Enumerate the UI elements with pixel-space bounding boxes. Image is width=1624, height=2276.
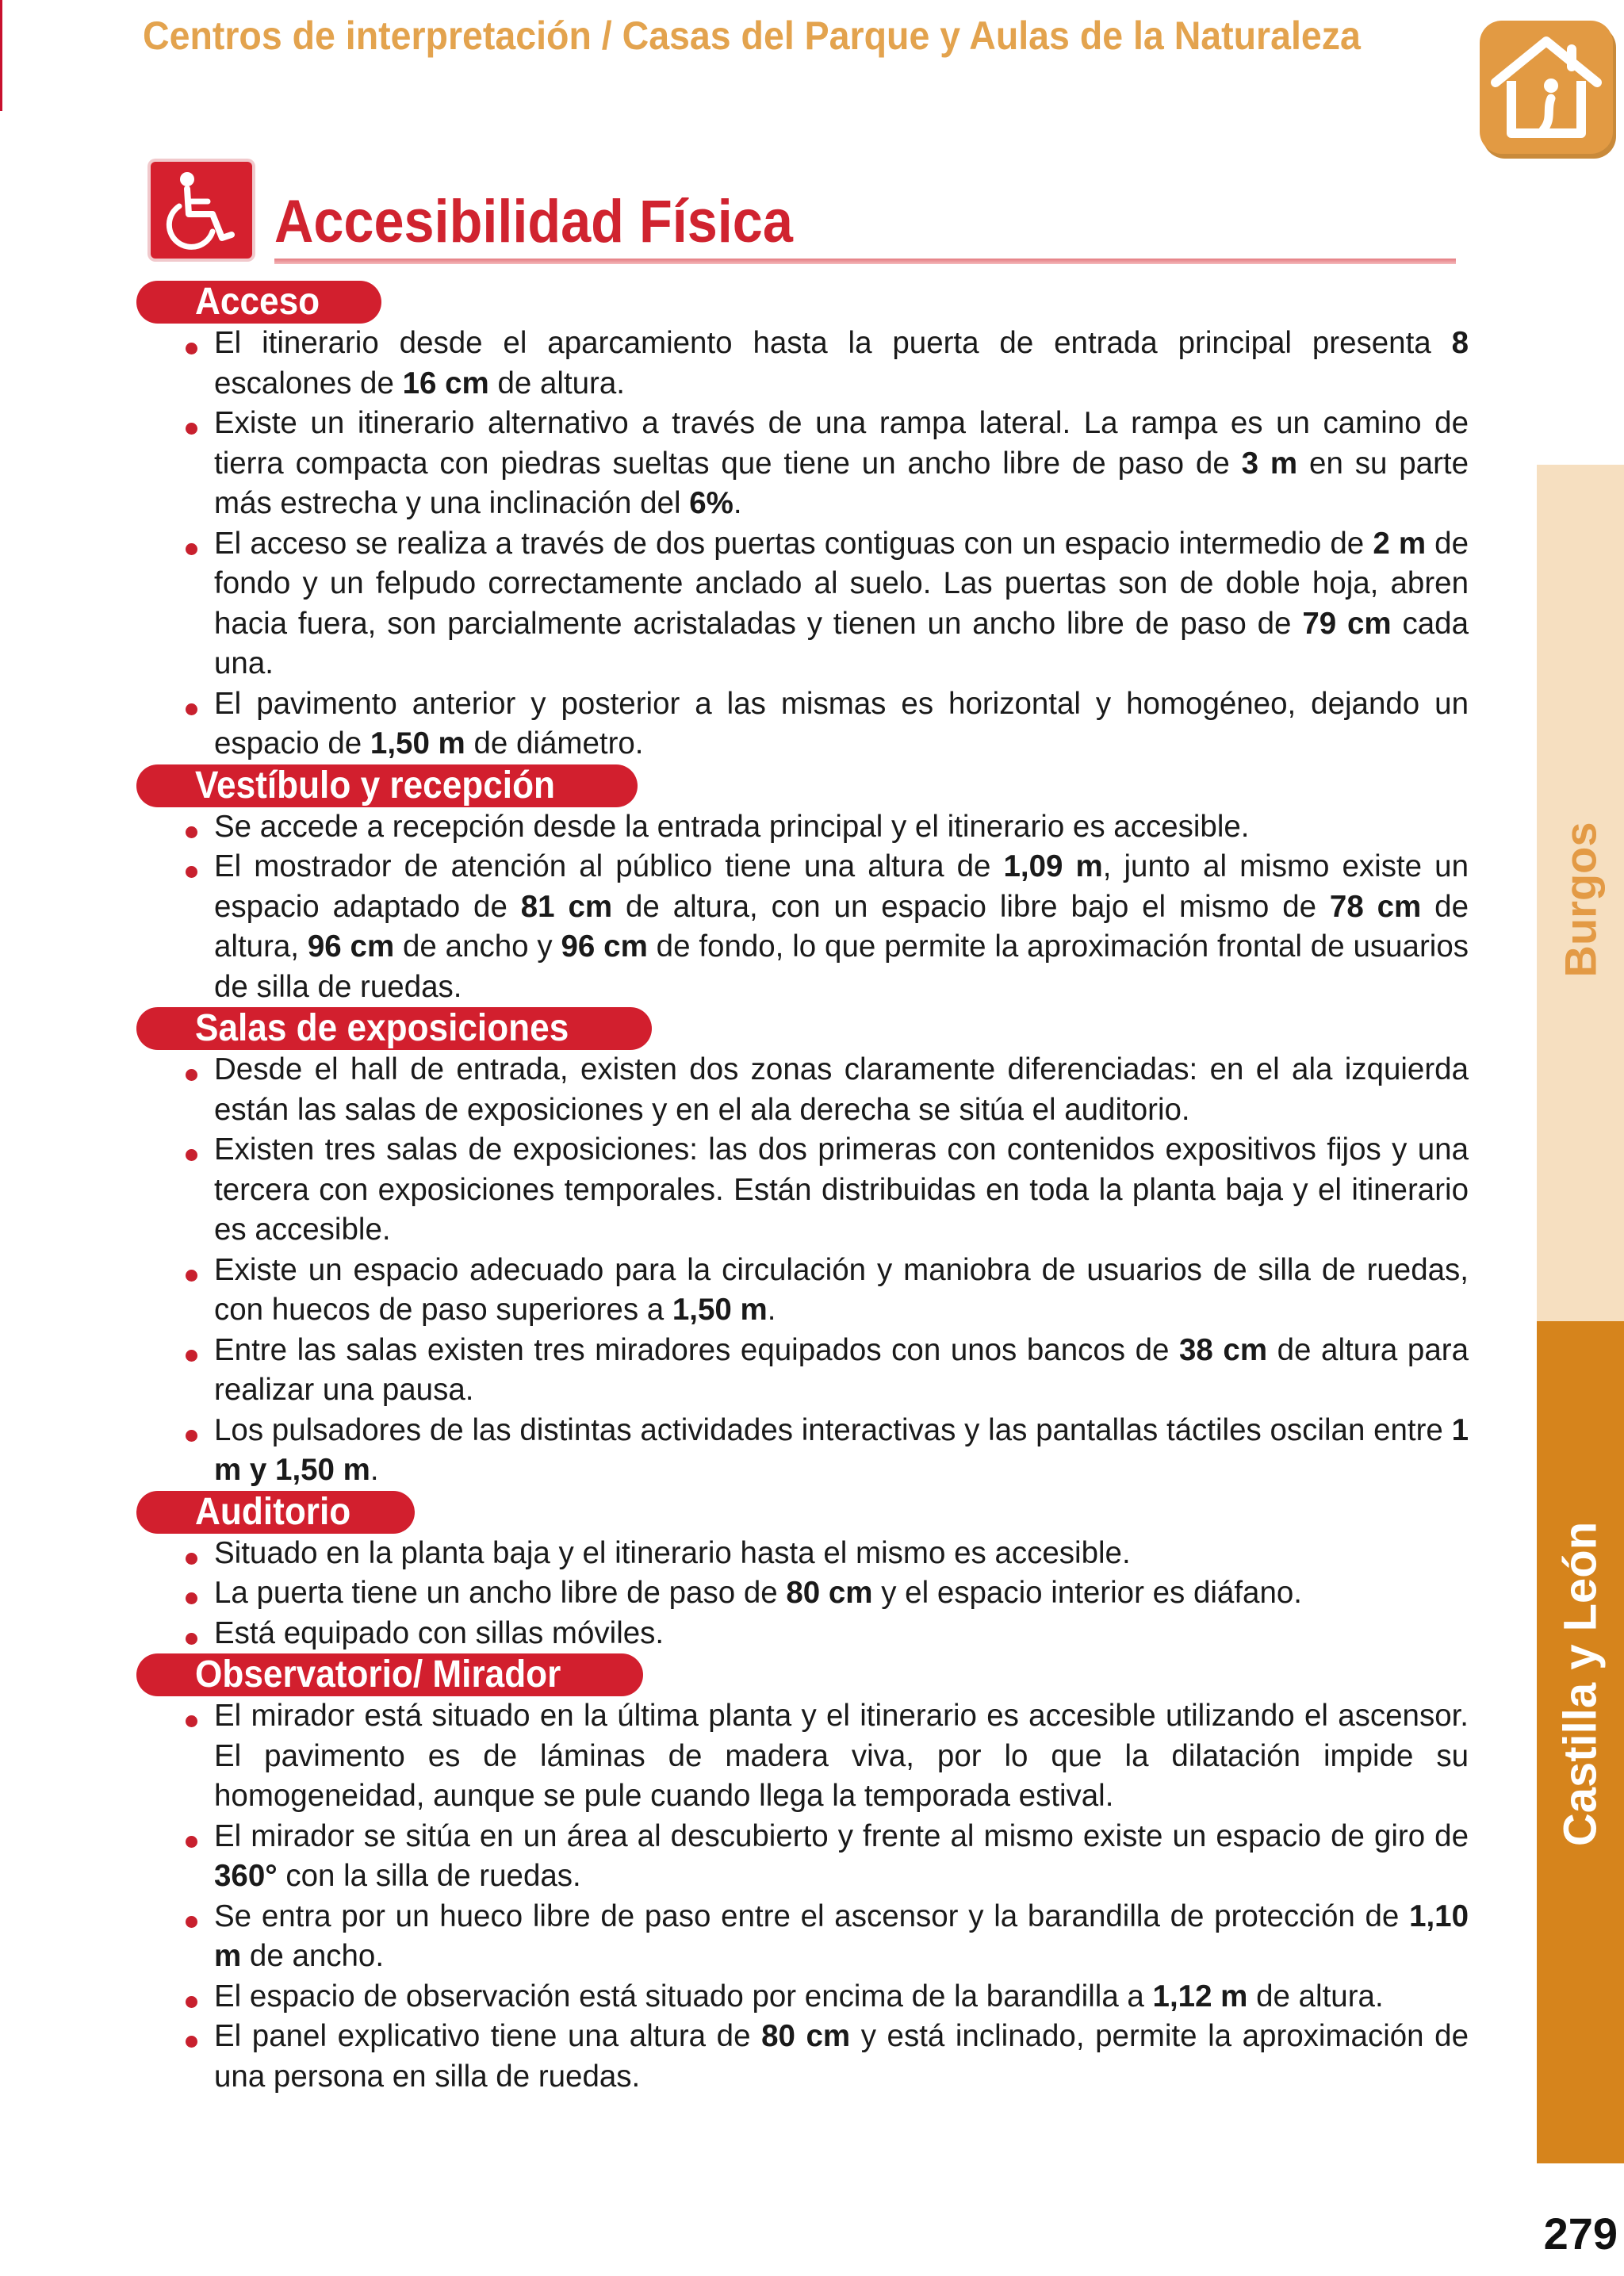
section-heading — [136, 764, 638, 807]
section-3 — [135, 1491, 1469, 1654]
list-item: Situado en la planta baja y el itinerario hasta el mismo es accesible. — [135, 1534, 1469, 1574]
list-item: Se entra por un hueco libre de paso entre el ascensor y la barandilla de protección de 1,10 m de ancho. — [135, 1897, 1469, 1977]
section-heading — [136, 1007, 652, 1050]
list-item: Se accede a recepción desde la entrada principal y el itinerario es accesible. — [135, 807, 1469, 848]
bullet-list — [135, 807, 1469, 1008]
section-heading-label: Salas de exposiciones — [195, 1007, 569, 1049]
list-item: La puerta tiene un ancho libre de paso de 80 cm y el espacio interior es diáfano. — [135, 1573, 1469, 1614]
bullet-list — [135, 324, 1469, 764]
section-4 — [135, 1653, 1469, 2097]
list-item: Existe un itinerario alternativo a través de una rampa lateral. La rampa es un camino de tierra compacta con piedras sueltas que tiene un ancho libre de paso de 3 m en su parte más estrecha y una inclinación del 6%. — [135, 404, 1469, 524]
list-item: El pavimento anterior y posterior a las mismas es horizontal y homogéneo, dejando un espacio de 1,50 m de diámetro. — [135, 684, 1469, 764]
sidebar-province-label: Burgos — [1555, 822, 1606, 978]
bullet-list — [135, 1534, 1469, 1654]
page-edge-mark — [0, 0, 2, 111]
section-0 — [135, 281, 1469, 764]
list-item: Existen tres salas de exposiciones: las dos primeras con contenidos expositivos fijos y una tercera con exposiciones temporales. Están distribuidas en toda la planta baja y el itinerario es accesible. — [135, 1130, 1469, 1251]
list-item: Los pulsadores de las distintas actividades interactivas y las pantallas táctiles oscilan entre 1 m y 1,50 m. — [135, 1411, 1469, 1491]
list-item: El acceso se realiza a través de dos puertas contiguas con un espacio intermedio de 2 m de fondo y un felpudo correctamente anclado al suelo. Las puertas son de doble hoja, abren hacia fuera, son parcialmente acristaladas y tienen un ancho libre de paso de 79 cm cada una. — [135, 524, 1469, 684]
section-heading-label: Acceso — [195, 281, 320, 323]
list-item: El itinerario desde el aparcamiento hasta la puerta de entrada principal presenta 8 escalones de 16 cm de altura. — [135, 324, 1469, 404]
section-2 — [135, 1007, 1469, 1491]
list-item: El mirador se sitúa en un área al descubierto y frente al mismo existe un espacio de giro de 360° con la silla de ruedas. — [135, 1817, 1469, 1897]
section-heading — [136, 1653, 643, 1696]
sidebar-region-label: Castilla y León — [1554, 1521, 1607, 1847]
page-title: Accesibilidad Física — [274, 188, 793, 255]
list-item: El espacio de observación está situado por encima de la barandilla a 1,12 m de altura. — [135, 1977, 1469, 2017]
content-area — [135, 281, 1469, 2097]
house-info-icon — [1480, 21, 1613, 154]
wheelchair-icon — [151, 162, 252, 259]
page-number: 279 — [1543, 2209, 1618, 2259]
section-heading-label: Observatorio/ Mirador — [195, 1653, 561, 1696]
section-heading-label: Auditorio — [195, 1490, 351, 1533]
section-1 — [135, 764, 1469, 1008]
section-heading-label: Vestíbulo y recepción — [195, 764, 556, 807]
section-heading — [136, 281, 381, 324]
bullet-list — [135, 1050, 1469, 1491]
running-header: Centros de interpretación / Casas del Parque y Aulas de la Naturaleza — [143, 13, 1361, 58]
section-heading — [136, 1491, 415, 1534]
list-item: El mostrador de atención al público tiene una altura de 1,09 m, junto al mismo existe un espacio adaptado de 81 cm de altura, con un espacio libre bajo el mismo de 78 cm de altura, 96 cm de ancho y 96 cm de fondo, lo que permite la aproximación frontal de usuarios de silla de ruedas. — [135, 847, 1469, 1007]
title-underline — [274, 259, 1456, 264]
list-item: Está equipado con sillas móviles. — [135, 1614, 1469, 1654]
list-item: Existe un espacio adecuado para la circulación y maniobra de usuarios de silla de ruedas, con huecos de paso superiores a 1,50 m. — [135, 1251, 1469, 1331]
list-item: El panel explicativo tiene una altura de 80 cm y está inclinado, permite la aproximación de una persona en silla de ruedas. — [135, 2017, 1469, 2097]
bullet-list — [135, 1696, 1469, 2097]
list-item: Entre las salas existen tres miradores equipados con unos bancos de 38 cm de altura para realizar una pausa. — [135, 1331, 1469, 1411]
list-item: Desde el hall de entrada, existen dos zonas claramente diferenciadas: en el ala izquierda están las salas de exposiciones y en el ala derecha se sitúa el auditorio. — [135, 1050, 1469, 1130]
list-item: El mirador está situado en la última planta y el itinerario es accesible utilizando el ascensor. El pavimento es de láminas de madera viva, por lo que la dilatación impide su homogeneidad, aunque se pule cuando llega la temporada estival. — [135, 1696, 1469, 1817]
